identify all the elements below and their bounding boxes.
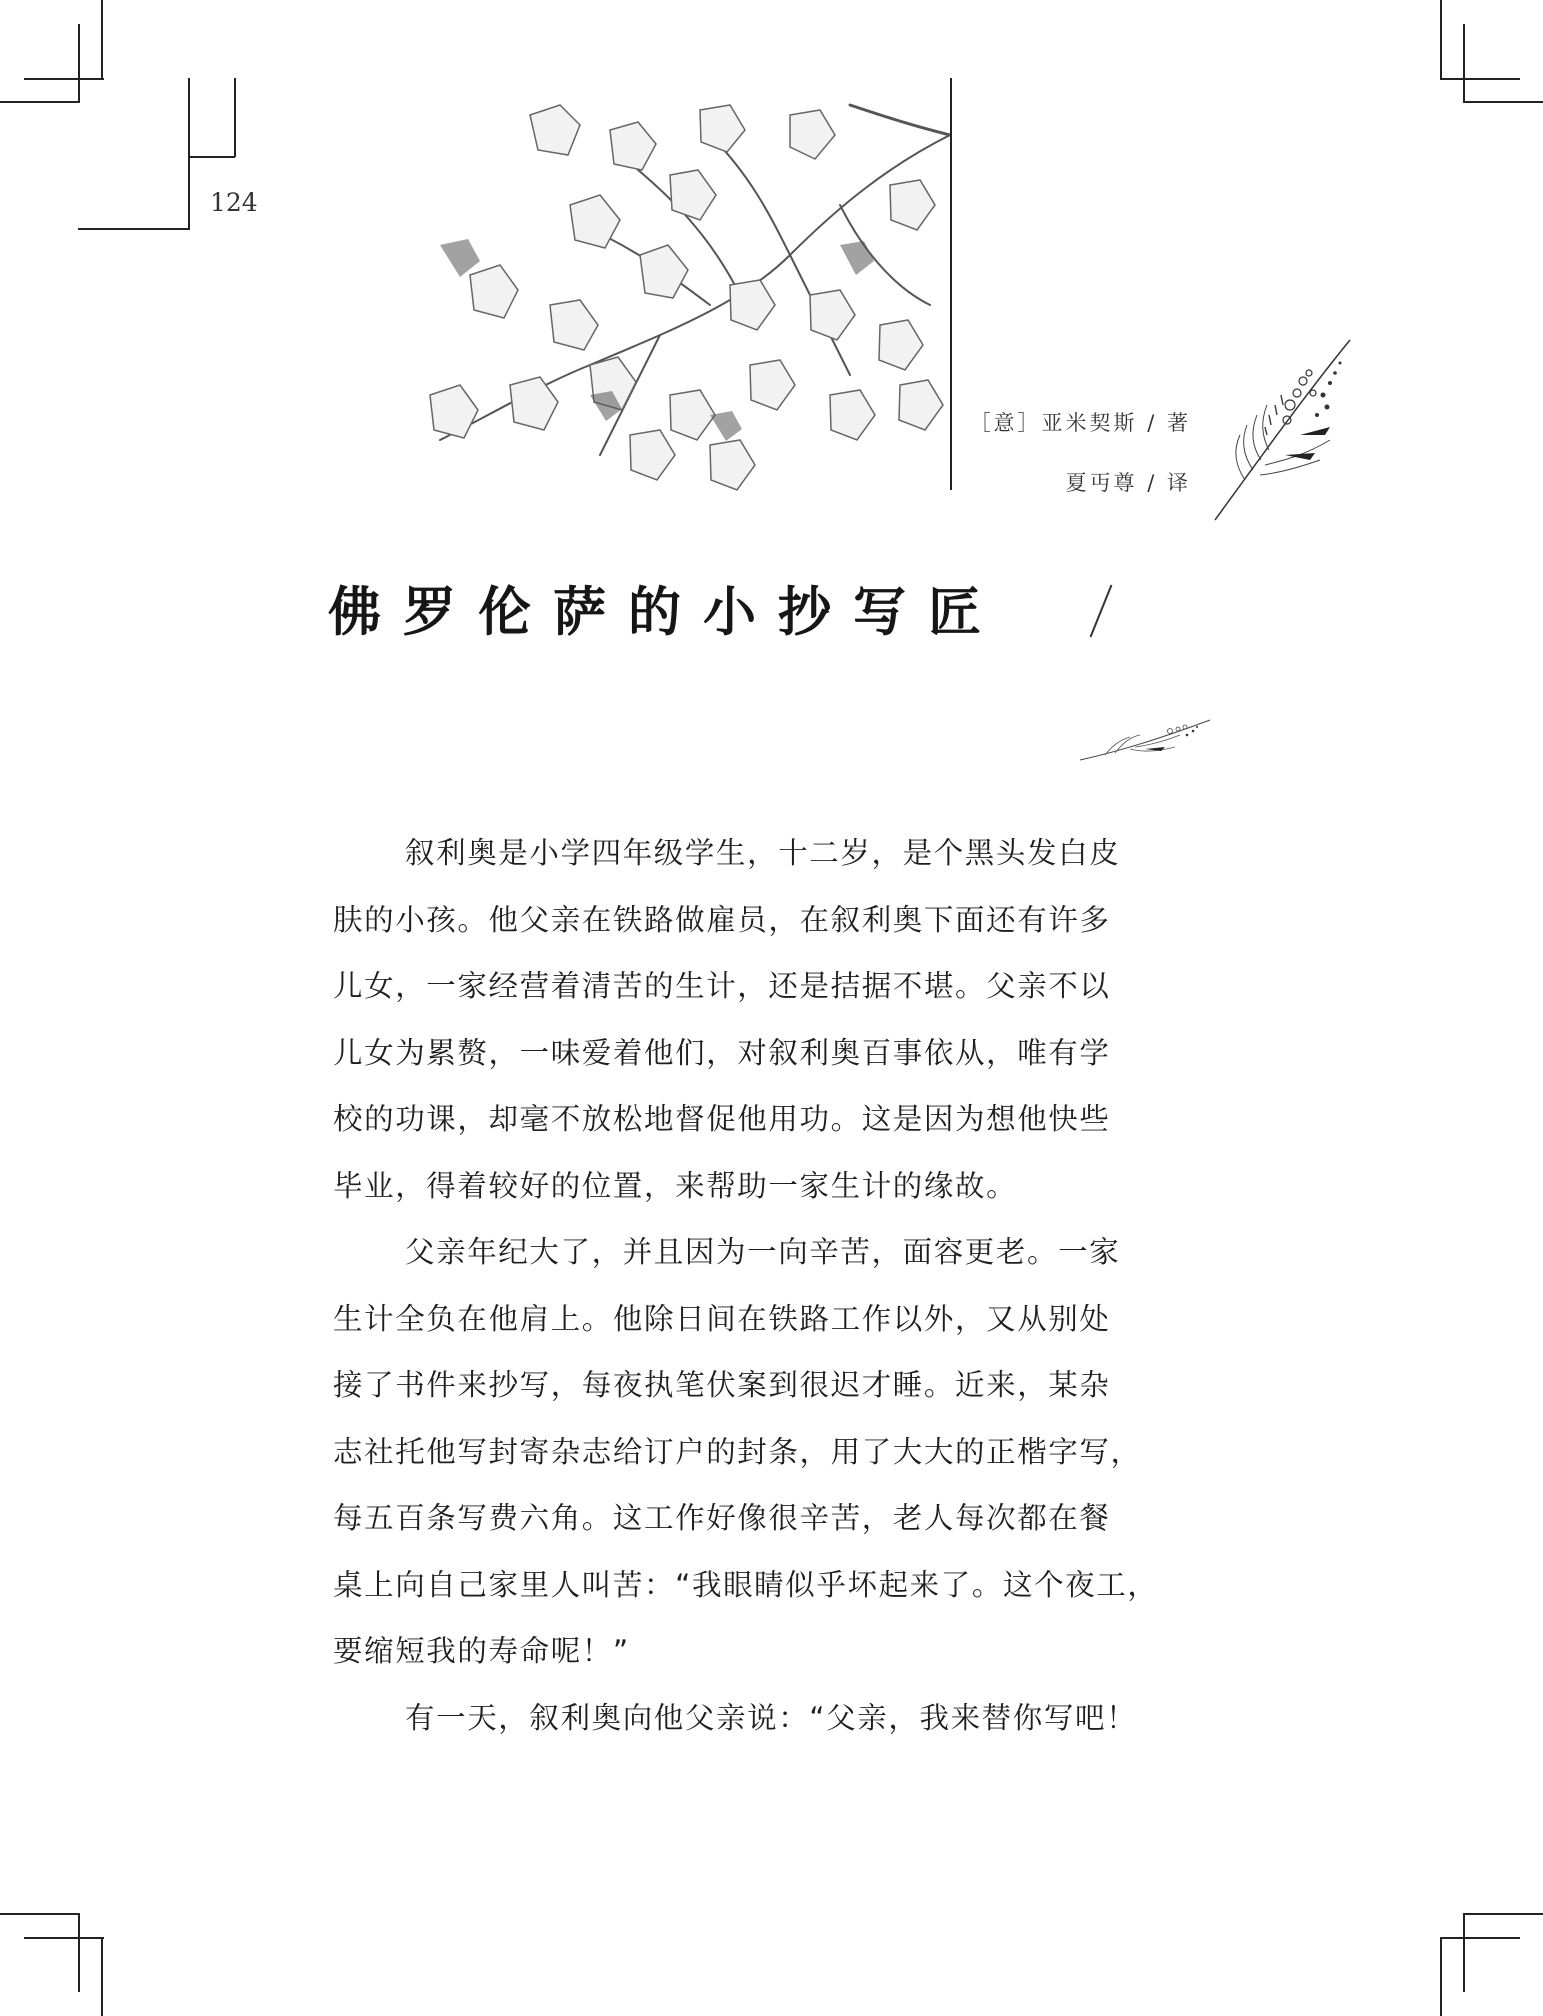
text-line: 志社托他写封寄杂志给订户的封条，用了大大的正楷字写，	[333, 1434, 1142, 1469]
text-line: 肤的小孩。他父亲在铁路做雇员，在叙利奥下面还有许多	[333, 902, 1111, 937]
text-line: 儿女，一家经营着清苦的生计，还是拮据不堪。父亲不以	[333, 969, 1111, 1003]
text-line: 叙利奥是小学四年级学生，十二岁，是个黑头发白皮	[405, 836, 1121, 870]
title-slash-decoration	[1090, 585, 1113, 638]
credits	[970, 393, 1191, 513]
text-line: 生计全负在他肩上。他除日间在铁路工作以外，又从别处	[333, 1301, 1111, 1336]
text-line: 儿女为累赘，一味爱着他们，对叙利奥百事依从，唯有学	[333, 1035, 1111, 1070]
text-line: 桌上向自己家里人叫苦：“我眼睛似乎坏起来了。这个夜工，	[333, 1567, 1159, 1602]
text-line: 有一天，叙利奥向他父亲说：“父亲，我来替你写吧！	[405, 1700, 1138, 1735]
author-credit: ［意］亚米契斯 / 著	[969, 411, 1191, 435]
text-line: 毕业，得着较好的位置，来帮助一家生计的缘故。	[333, 1168, 1018, 1203]
text-line: 接了书件来抄写，每夜执笔伏案到很迟才睡。近来，某杂	[333, 1368, 1111, 1402]
paragraph-2	[333, 1219, 1193, 1685]
ginkgo-branch-illustration	[410, 95, 950, 495]
header-divider	[950, 78, 952, 490]
translator-credit: 夏丏尊 / 译	[1065, 471, 1191, 495]
small-feather-icon	[1075, 715, 1215, 765]
article-body	[333, 820, 1193, 1751]
text-line: 父亲年纪大了，并且因为一向辛苦，面容更老。一家	[405, 1235, 1121, 1269]
article-title: 佛罗伦萨的小抄写匠	[328, 582, 1003, 643]
text-line: 每五百条写费六角。这工作好像很辛苦，老人每次都在餐	[333, 1501, 1111, 1535]
paragraph-1	[333, 820, 1193, 1219]
paragraph-3	[333, 1685, 1193, 1752]
page-number: 124	[210, 188, 258, 217]
text-line: 校的功课，却毫不放松地督促他用功。这是因为想他快些	[333, 1102, 1111, 1136]
feather-icon	[1205, 335, 1375, 525]
text-line: 要缩短我的寿命呢！”	[333, 1634, 630, 1668]
